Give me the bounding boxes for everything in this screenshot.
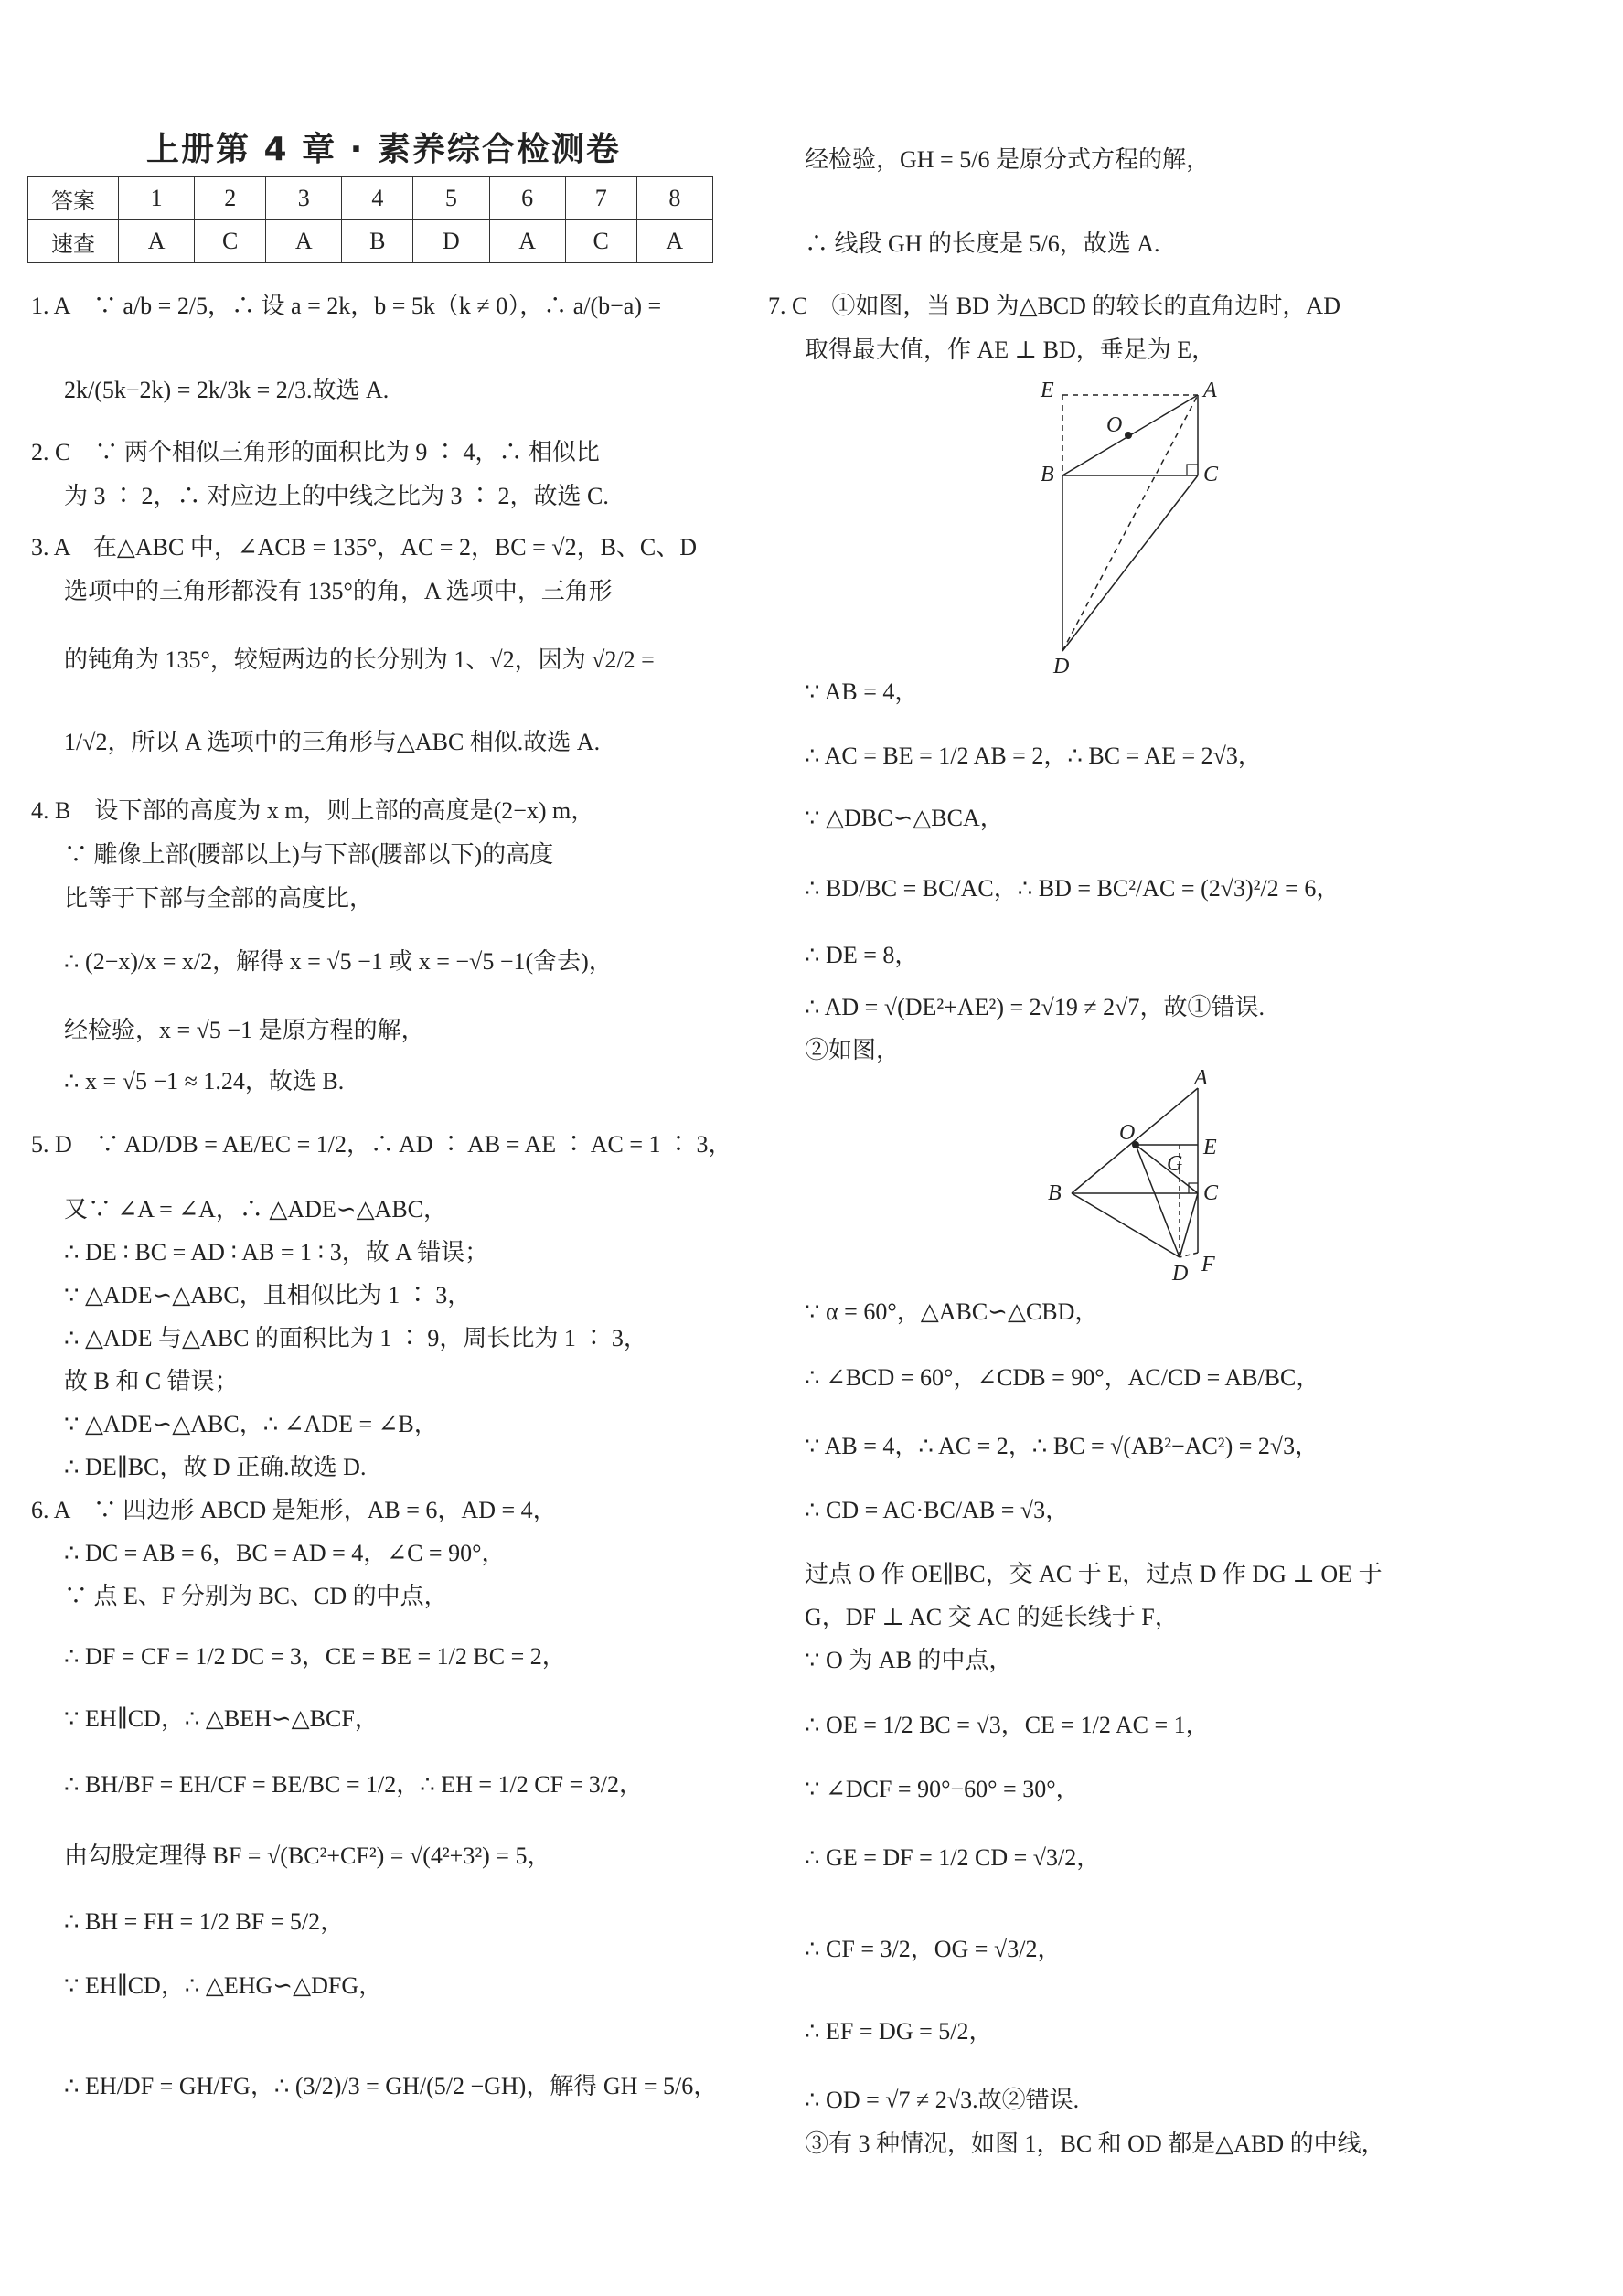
- answer-table-row-numbers: [28, 177, 713, 220]
- text-line: ∵ EH∥CD，∴ △EHG∽△DFG，: [64, 1972, 383, 1999]
- text-line: ∴ BH/BF = EH/CF = BE/BC = 1/2，∴ EH = 1/2 CF = 3/2，: [64, 1771, 643, 1798]
- text-line: ∴ △ADE 与△ABC 的面积比为 1 ∶ 9，周长比为 1 ∶ 3，: [64, 1325, 647, 1351]
- answer-table-header: 速查: [28, 220, 119, 263]
- text-line: ∴ GE = DF = 1/2 CD = √3/2，: [805, 1844, 1101, 1871]
- table-cell: 2: [195, 177, 266, 220]
- text-line: ∴ OE = 1/2 BC = √3，CE = 1/2 AC = 1，: [805, 1712, 1210, 1738]
- text-line: ∵ α = 60°，△ABC∽△CBD，: [805, 1298, 1099, 1325]
- table-cell: 1: [119, 177, 195, 220]
- text-line: ∴ x = √5 −1 ≈ 1.24，故选 B.: [64, 1068, 345, 1095]
- text-line: ∴ DE = 8，: [805, 942, 919, 968]
- table-cell: A: [489, 220, 565, 263]
- text-line: ∴ CF = 3/2，OG = √3/2，: [805, 1936, 1062, 1962]
- text-line: ∴ BH = FH = 1/2 BF = 5/2，: [64, 1908, 345, 1935]
- text-line: ∵ AB = 4，∴ AC = 2，∴ BC = √(AB²−AC²) = 2√3，: [805, 1433, 1319, 1459]
- text-line: ∴ DE∥BC，故 D 正确.故选 D.: [64, 1454, 367, 1480]
- text-line: 又∵ ∠A = ∠A，∴ △ADE∽△ABC，: [64, 1196, 448, 1223]
- text-line: ∴ DF = CF = 1/2 DC = 3，CE = BE = 1/2 BC = 2，: [64, 1643, 566, 1670]
- text-line: ∴ AC = BE = 1/2 AB = 2，∴ BC = AE = 2√3，: [805, 742, 1262, 769]
- figure-label: E: [1203, 1136, 1217, 1159]
- table-cell: B: [342, 220, 413, 263]
- table-cell: D: [413, 220, 489, 263]
- text-line: ∴ ∠BCD = 60°，∠CDB = 90°，AC/CD = AB/BC，: [805, 1364, 1320, 1391]
- figure-label: F: [1201, 1253, 1215, 1276]
- figure-label: C: [1203, 1181, 1219, 1205]
- table-cell: 6: [489, 177, 565, 220]
- table-cell: 5: [413, 177, 489, 220]
- table-cell: A: [266, 220, 342, 263]
- text-line: ∴ OD = √7 ≠ 2√3.故②错误.: [805, 2087, 1080, 2113]
- figure-1-diagram: [1033, 375, 1326, 677]
- text-line: ③有 3 种情况，如图 1，BC 和 OD 都是△ABD 的中线，: [805, 2130, 1385, 2157]
- figure-label: C: [1203, 463, 1219, 486]
- text-line: ∴ EH/DF = GH/FG，∴ (3/2)/3 = GH/(5/2 −GH)，解得 GH = 5/6，: [64, 2073, 718, 2099]
- text-line: ∴ EF = DG = 5/2，: [805, 2018, 993, 2045]
- text-line: ∵ O 为 AB 的中点，: [805, 1647, 1013, 1673]
- text-line: 经检验，x = √5 −1 是原方程的解，: [64, 1017, 425, 1043]
- text-line: ∵ EH∥CD，∴ △BEH∽△BCF，: [64, 1705, 379, 1732]
- text-line: 6. A ∵ 四边形 ABCD 是矩形，AB = 6，AD = 4，: [31, 1497, 557, 1523]
- figure-label: O: [1119, 1121, 1136, 1145]
- table-cell: C: [195, 220, 266, 263]
- text-line: 4. B 设下部的高度为 x m，则上部的高度是(2−x) m，: [31, 797, 595, 824]
- table-cell: 8: [636, 177, 712, 220]
- table-cell: 7: [565, 177, 636, 220]
- text-line: 1/√2，所以 A 选项中的三角形与△ABC 相似.故选 A.: [64, 729, 601, 755]
- text-line: 选项中的三角形都没有 135°的角，A 选项中，三角形: [64, 578, 613, 604]
- text-line: 7. C ①如图，当 BD 为△BCD 的较长的直角边时，AD: [768, 293, 1340, 319]
- figure-2-diagram: [1015, 1070, 1234, 1289]
- text-line: ∴ (2−x)/x = x/2，解得 x = √5 −1 或 x = −√5 −1(舍去)，: [64, 948, 613, 975]
- text-line: 取得最大值，作 AE ⊥ BD，垂足为 E，: [805, 336, 1216, 363]
- figure-label: D: [1172, 1262, 1189, 1286]
- answer-table-row-answers: [28, 220, 713, 263]
- text-line: ∵ △DBC∽△BCA，: [805, 805, 1004, 831]
- text-line: 比等于下部与全部的高度比，: [64, 885, 374, 912]
- table-cell: A: [636, 220, 712, 263]
- text-line: 过点 O 作 OE∥BC，交 AC 于 E，过点 D 作 DG ⊥ OE 于: [805, 1561, 1383, 1587]
- page-title: 上册第 4 章 · 素养综合检测卷: [146, 131, 621, 168]
- answer-table: [27, 176, 713, 263]
- figure-label: A: [1194, 1070, 1208, 1090]
- text-line: ∴ BD/BC = BC/AC，∴ BD = BC²/AC = (2√3)²/2 = 6，: [805, 875, 1340, 902]
- text-line: G，DF ⊥ AC 交 AC 的延长线于 F，: [805, 1604, 1179, 1630]
- table-cell: 4: [342, 177, 413, 220]
- text-line: ∵ AB = 4，: [805, 678, 919, 705]
- text-line: ∴ 线段 GH 的长度是 5/6，故选 A.: [805, 230, 1160, 257]
- text-line: 1. A ∵ a/b = 2/5，∴ 设 a = 2k，b = 5k（k ≠ 0），∴ a/(b−a) =: [31, 293, 662, 319]
- figure-label: A: [1203, 379, 1217, 402]
- text-line: ∵ ∠DCF = 90°−60° = 30°，: [805, 1776, 1080, 1802]
- answer-table-header: 答案: [28, 177, 119, 220]
- text-line: 经检验，GH = 5/6 是原分式方程的解，: [805, 146, 1210, 173]
- table-cell: A: [119, 220, 195, 263]
- figure-label: B: [1048, 1181, 1062, 1205]
- figure-label: O: [1106, 413, 1123, 437]
- text-line: ②如图，: [805, 1037, 901, 1063]
- figure-label: E: [1041, 379, 1054, 402]
- text-line: 为 3 ∶ 2，∴ 对应边上的中线之比为 3 ∶ 2，故选 C.: [64, 483, 609, 509]
- table-cell: 3: [266, 177, 342, 220]
- text-line: 由勾股定理得 BF = √(BC²+CF²) = √(4²+3²) = 5，: [64, 1842, 551, 1869]
- text-line: 5. D ∵ AD/DB = AE/EC = 1/2，∴ AD ∶ AB = AE ∶ AC = 1 ∶ 3，: [31, 1131, 732, 1158]
- figure-label: B: [1041, 463, 1054, 486]
- text-line: ∵ △ADE∽△ABC，且相似比为 1 ∶ 3，: [64, 1282, 472, 1308]
- text-line: ∴ DC = AB = 6，BC = AD = 4，∠C = 90°，: [64, 1540, 506, 1566]
- text-line: 2k/(5k−2k) = 2k/3k = 2/3.故选 A.: [64, 377, 390, 403]
- text-line: ∴ CD = AC·BC/AB = √3，: [805, 1497, 1070, 1523]
- table-cell: C: [565, 220, 636, 263]
- figure-label: G: [1167, 1152, 1183, 1176]
- text-line: ∵ △ADE∽△ABC，∴ ∠ADE = ∠B，: [64, 1411, 438, 1437]
- figure-label: D: [1053, 655, 1070, 677]
- text-line: 故 B 和 C 错误；: [64, 1368, 239, 1394]
- text-line: ∵ 点 E、F 分别为 BC、CD 的中点，: [64, 1583, 448, 1609]
- text-line: ∵ 雕像上部(腰部以上)与下部(腰部以下)的高度: [64, 841, 554, 868]
- text-line: ∴ AD = √(DE²+AE²) = 2√19 ≠ 2√7，故①错误.: [805, 994, 1265, 1020]
- text-line: ∴ DE ∶ BC = AD ∶ AB = 1 ∶ 3，故 A 错误；: [64, 1239, 489, 1265]
- text-line: 的钝角为 135°，较短两边的长分别为 1、√2，因为 √2/2 =: [64, 646, 655, 673]
- text-line: 3. A 在△ABC 中，∠ACB = 135°，AC = 2，BC = √2，B、C、D: [31, 534, 698, 561]
- text-line: 2. C ∵ 两个相似三角形的面积比为 9 ∶ 4，∴ 相似比: [31, 439, 600, 465]
